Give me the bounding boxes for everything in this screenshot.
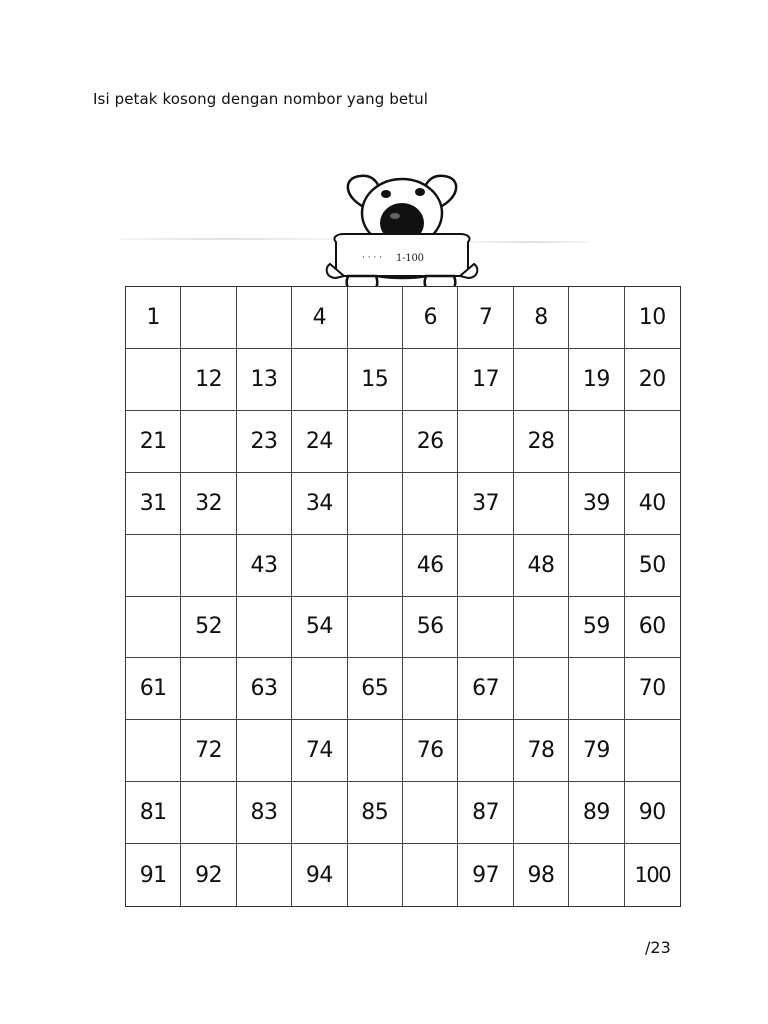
- empty-cell[interactable]: [348, 597, 403, 659]
- empty-cell[interactable]: [237, 473, 292, 535]
- number-cell: 81: [126, 782, 181, 844]
- number-cell: 31: [126, 473, 181, 535]
- empty-cell[interactable]: [126, 597, 181, 659]
- instruction-text: Isi petak kosong dengan nombor yang betul: [93, 90, 429, 108]
- empty-cell[interactable]: [348, 844, 403, 906]
- faint-scan-line: [470, 241, 590, 243]
- number-cell: 70: [625, 658, 680, 720]
- empty-cell[interactable]: [181, 287, 236, 349]
- empty-cell[interactable]: [569, 844, 624, 906]
- banner-label: 1-100: [396, 253, 424, 264]
- empty-cell[interactable]: [237, 287, 292, 349]
- number-cell: 94: [292, 844, 347, 906]
- number-cell: 15: [348, 349, 403, 411]
- number-cell: 50: [625, 535, 680, 597]
- empty-cell[interactable]: [458, 597, 513, 659]
- number-cell: 19: [569, 349, 624, 411]
- number-cell: 60: [625, 597, 680, 659]
- number-cell: 76: [403, 720, 458, 782]
- empty-cell[interactable]: [181, 411, 236, 473]
- number-cell: 65: [348, 658, 403, 720]
- empty-cell[interactable]: [514, 782, 569, 844]
- empty-cell[interactable]: [181, 658, 236, 720]
- number-cell: 52: [181, 597, 236, 659]
- number-cell: 100: [634, 863, 671, 888]
- number-cell: 48: [514, 535, 569, 597]
- empty-cell[interactable]: [625, 411, 680, 473]
- number-cell: 87: [458, 782, 513, 844]
- empty-cell[interactable]: [237, 597, 292, 659]
- number-cell: 90: [625, 782, 680, 844]
- empty-cell[interactable]: [348, 720, 403, 782]
- empty-cell[interactable]: [126, 349, 181, 411]
- empty-cell[interactable]: [126, 720, 181, 782]
- number-cell: 21: [126, 411, 181, 473]
- empty-cell[interactable]: [348, 411, 403, 473]
- empty-cell[interactable]: [292, 349, 347, 411]
- empty-cell[interactable]: [292, 782, 347, 844]
- number-cell: 28: [514, 411, 569, 473]
- number-cell: 92: [181, 844, 236, 906]
- empty-cell[interactable]: [514, 349, 569, 411]
- number-cell: 46: [403, 535, 458, 597]
- number-cell: 20: [625, 349, 680, 411]
- number-cell: 10: [625, 287, 680, 349]
- empty-cell[interactable]: [348, 535, 403, 597]
- number-cell: 1: [126, 287, 181, 349]
- empty-cell[interactable]: [181, 782, 236, 844]
- empty-cell[interactable]: [569, 287, 624, 349]
- empty-cell[interactable]: [458, 411, 513, 473]
- empty-cell[interactable]: [458, 720, 513, 782]
- number-cell: 83: [237, 782, 292, 844]
- number-cell: 98: [514, 844, 569, 906]
- number-cell: 89: [569, 782, 624, 844]
- svg-text:· · · ·: · · · ·: [362, 253, 383, 263]
- number-cell: 74: [292, 720, 347, 782]
- number-cell: 72: [181, 720, 236, 782]
- empty-cell[interactable]: [569, 658, 624, 720]
- number-cell: 91: [126, 844, 181, 906]
- empty-cell[interactable]: [181, 535, 236, 597]
- number-cell: 13: [237, 349, 292, 411]
- number-cell: 8: [514, 287, 569, 349]
- number-cell: 7: [458, 287, 513, 349]
- number-cell: 79: [569, 720, 624, 782]
- faint-scan-line: [120, 238, 335, 240]
- empty-cell[interactable]: [514, 473, 569, 535]
- empty-cell[interactable]: [292, 535, 347, 597]
- number-cell: 97: [458, 844, 513, 906]
- number-cell: 37: [458, 473, 513, 535]
- number-cell: 17: [458, 349, 513, 411]
- number-cell: 6: [403, 287, 458, 349]
- number-cell: 12: [181, 349, 236, 411]
- number-cell: 78: [514, 720, 569, 782]
- empty-cell[interactable]: [126, 535, 181, 597]
- number-cell: 23: [237, 411, 292, 473]
- empty-cell[interactable]: [458, 535, 513, 597]
- empty-cell[interactable]: [625, 720, 680, 782]
- hundred-chart-grid: [125, 286, 681, 907]
- empty-cell[interactable]: [569, 535, 624, 597]
- empty-cell[interactable]: [292, 658, 347, 720]
- empty-cell[interactable]: [237, 720, 292, 782]
- empty-cell[interactable]: [403, 349, 458, 411]
- dog-mascot-icon: [322, 168, 482, 303]
- number-cell: 61: [126, 658, 181, 720]
- number-cell: 59: [569, 597, 624, 659]
- empty-cell[interactable]: [403, 844, 458, 906]
- number-cell: 4: [292, 287, 347, 349]
- empty-cell[interactable]: [403, 473, 458, 535]
- empty-cell[interactable]: [514, 658, 569, 720]
- empty-cell[interactable]: [403, 782, 458, 844]
- empty-cell[interactable]: [348, 473, 403, 535]
- empty-cell[interactable]: [348, 287, 403, 349]
- number-cell: 34: [292, 473, 347, 535]
- number-cell: 63: [237, 658, 292, 720]
- number-cell: 32: [181, 473, 236, 535]
- empty-cell[interactable]: [514, 597, 569, 659]
- number-cell: 85: [348, 782, 403, 844]
- number-cell: 39: [569, 473, 624, 535]
- number-cell: 67: [458, 658, 513, 720]
- empty-cell[interactable]: [569, 411, 624, 473]
- number-cell: 26: [403, 411, 458, 473]
- empty-cell[interactable]: [403, 658, 458, 720]
- number-cell: 40: [625, 473, 680, 535]
- score-label: /23: [645, 938, 671, 957]
- number-cell: 24: [292, 411, 347, 473]
- number-cell: 54: [292, 597, 347, 659]
- empty-cell[interactable]: [237, 844, 292, 906]
- number-cell: 56: [403, 597, 458, 659]
- number-cell: 43: [237, 535, 292, 597]
